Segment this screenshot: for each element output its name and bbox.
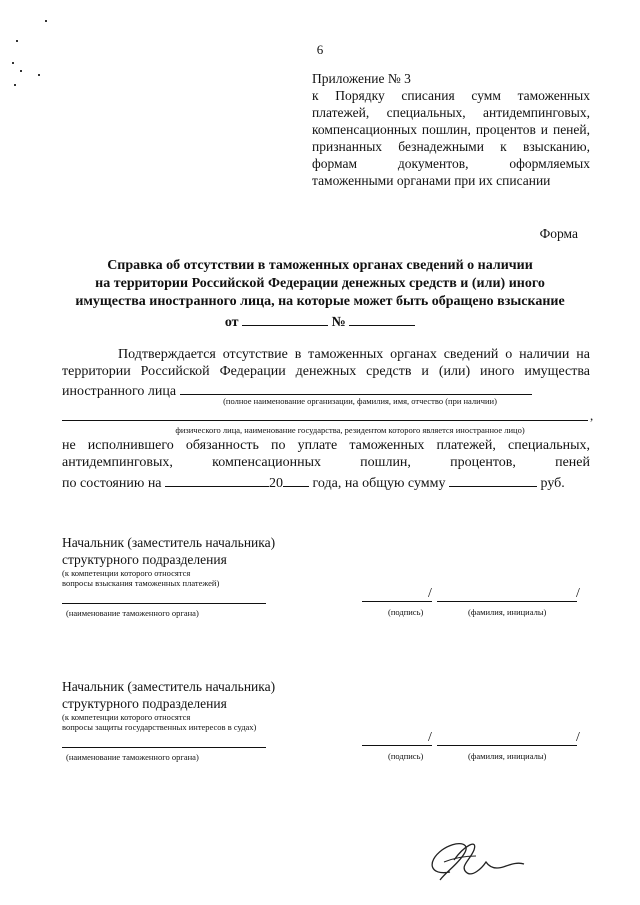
form-label: Форма [539, 226, 578, 241]
signature-caption-2: (подпись) [388, 751, 424, 761]
signature-caption-1: (подпись) [388, 607, 424, 617]
document-title [40, 257, 600, 332]
from-label: от [224, 315, 239, 330]
competence-note-1: (к компетенции которого относятся [62, 568, 191, 578]
caption-state-residence: физического лица, наименование государства, резидентом которого является иностранное лицо) [175, 425, 525, 435]
amount-field[interactable] [449, 472, 537, 487]
number-field[interactable] [349, 311, 415, 326]
date-field[interactable] [242, 311, 328, 326]
currency-label: руб. [540, 476, 565, 491]
caption-organization-name: (полное наименование организации, фамилия, имя, отчество (при наличии) [223, 396, 497, 406]
title-line-1: Справка об отсутствии в таможенных органах сведений о наличии [107, 258, 533, 273]
scan-mark [20, 70, 22, 72]
org-caption-2: (наименование таможенного органа) [66, 752, 199, 762]
signatory-title-2: структурного подразделения [62, 696, 227, 711]
competence-note-1: (к компетенции которого относятся [62, 712, 191, 722]
name-caption-1: (фамилия, инициалы) [468, 607, 547, 617]
page-number: 6 [316, 42, 324, 57]
foreign-entity-field-line-2[interactable] [62, 420, 588, 421]
day-month-field[interactable] [165, 472, 269, 487]
signatory-title-1: Начальник (заместитель начальника) [62, 679, 276, 694]
scan-mark [14, 84, 16, 86]
scan-mark [12, 62, 14, 64]
title-line-2: на территории Российской Федерации денежных средств и (или) иного [95, 276, 545, 291]
appendix-block [312, 70, 590, 189]
scan-mark [45, 20, 47, 22]
handwritten-initials [420, 832, 530, 888]
signature-field-1[interactable] [362, 601, 432, 602]
competence-note-2: вопросы взыскания таможенных платежей) [62, 578, 220, 588]
date-sum-line [62, 472, 590, 492]
name-field-2[interactable] [437, 745, 577, 746]
org-name-field-2[interactable] [62, 747, 266, 748]
date-prefix: по состоянию на [62, 476, 162, 491]
year-suffix: года, на общую сумму [312, 476, 446, 491]
body-paragraph-2: не исполнившего обязанность по уплате таможенных платежей, специальных, антидемпинговых, компенсационных пошлин, процентов, пеней [62, 438, 590, 470]
name-caption-2: (фамилия, инициалы) [468, 751, 547, 761]
year-prefix: 20 [269, 476, 284, 491]
body-text-1: Подтверждается отсутствие в таможенных органах сведений о наличии на территории Российской Федерации денежных средств и (или) иного имущества иностранного лица [62, 347, 590, 399]
foreign-entity-field[interactable] [180, 380, 532, 395]
slash-separator: / [428, 586, 432, 601]
name-field-1[interactable] [437, 601, 577, 602]
signatory-title-1: Начальник (заместитель начальника) [62, 535, 276, 550]
slash-separator: / [576, 730, 580, 745]
org-name-field-1[interactable] [62, 603, 266, 604]
comma-mark: , [590, 408, 594, 423]
slash-separator: / [428, 730, 432, 745]
signatory-title-2: структурного подразделения [62, 552, 227, 567]
appendix-text: к Порядку списания сумм таможенных платежей, специальных, антидемпинговых, компенсационных пошлин, процентов и пеней, признанных безнадежными к взысканию, формам документов, оформляемых таможенными органами при их списании [312, 88, 590, 188]
scan-mark [38, 74, 40, 76]
signature-block-1 [62, 534, 275, 588]
signature-field-2[interactable] [362, 745, 432, 746]
number-sign: № [331, 315, 346, 330]
year-field[interactable] [283, 472, 309, 487]
slash-separator: / [576, 586, 580, 601]
signature-block-2 [62, 678, 275, 732]
title-date-number-line [40, 311, 600, 332]
org-caption-1: (наименование таможенного органа) [66, 608, 199, 618]
title-line-3: имущества иностранного лица, на которые может быть обращено взыскание [75, 294, 565, 309]
appendix-title: Приложение № 3 [312, 71, 411, 86]
body-paragraph-1 [62, 346, 590, 400]
competence-note-2: вопросы защиты государственных интересов в судах) [62, 722, 257, 732]
